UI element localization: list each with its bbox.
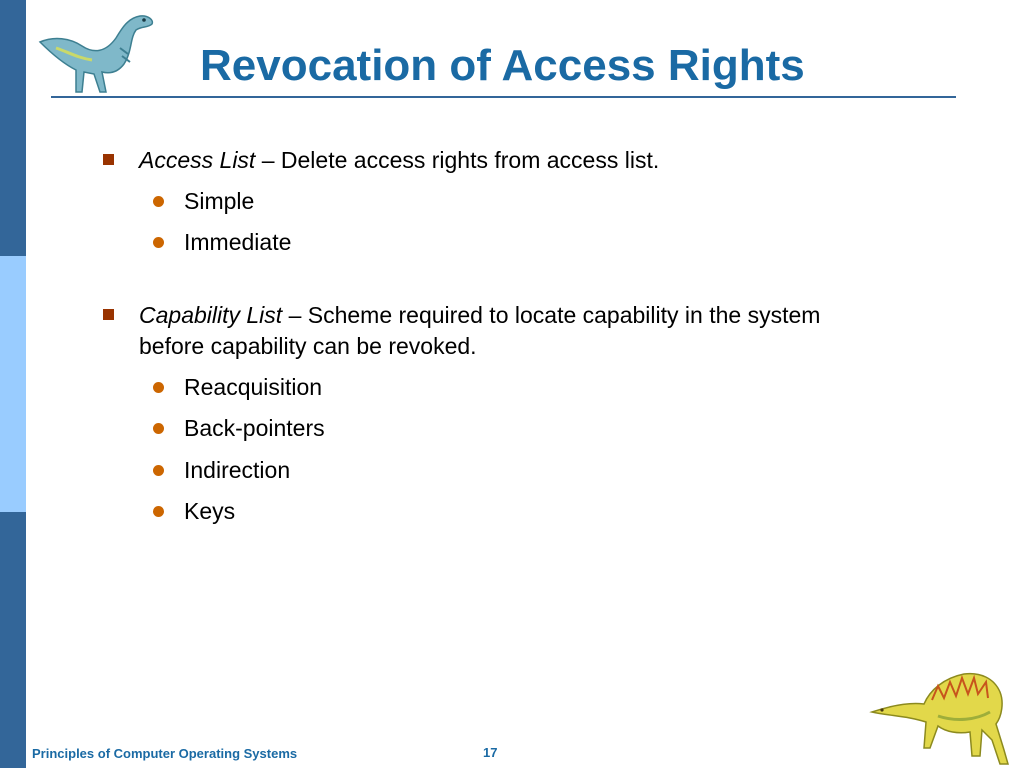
bullet-text: – Scheme required to locate capability in the system (282, 302, 821, 328)
round-bullet-icon (153, 506, 164, 517)
sub-bullet (184, 496, 235, 526)
round-bullet-icon (153, 423, 164, 434)
bullet-continuation (139, 331, 477, 361)
sub-bullet (184, 413, 325, 443)
footer-course-title: Principles of Computer Operating Systems (32, 746, 298, 761)
bullet-access-list (139, 145, 659, 175)
sub-bullet-label: Immediate (184, 229, 292, 255)
round-bullet-icon (153, 196, 164, 207)
sub-bullet (184, 455, 290, 485)
title-underline (51, 96, 956, 98)
round-bullet-icon (153, 382, 164, 393)
sub-bullet-label: Keys (184, 498, 236, 524)
bullet-text-line2: before capability can be revoked. (139, 333, 477, 359)
sub-bullet-label: Reacquisition (184, 374, 323, 400)
square-bullet-icon (103, 154, 114, 165)
sub-bullet (184, 227, 291, 257)
slide-title: Revocation of Access Rights (200, 41, 805, 90)
round-bullet-icon (153, 237, 164, 248)
sub-bullet-label: Indirection (184, 457, 291, 483)
bullet-term: Capability List (139, 302, 283, 328)
bullet-text: – Delete access rights from access list. (255, 147, 660, 173)
square-bullet-icon (103, 309, 114, 320)
dinosaur-icon (36, 8, 156, 98)
sub-bullet-label: Back-pointers (184, 415, 325, 441)
side-bar-bottom (0, 512, 26, 768)
side-bar-middle (0, 256, 26, 512)
sub-bullet (184, 372, 322, 402)
round-bullet-icon (153, 465, 164, 476)
sub-bullet (184, 186, 254, 216)
footer-page-number: 17 (483, 745, 498, 760)
bullet-capability-list (139, 300, 820, 330)
bullet-term: Access List (139, 147, 256, 173)
dinosaur-icon (868, 660, 1018, 770)
sub-bullet-label: Simple (184, 188, 255, 214)
side-bar-top (0, 0, 26, 256)
